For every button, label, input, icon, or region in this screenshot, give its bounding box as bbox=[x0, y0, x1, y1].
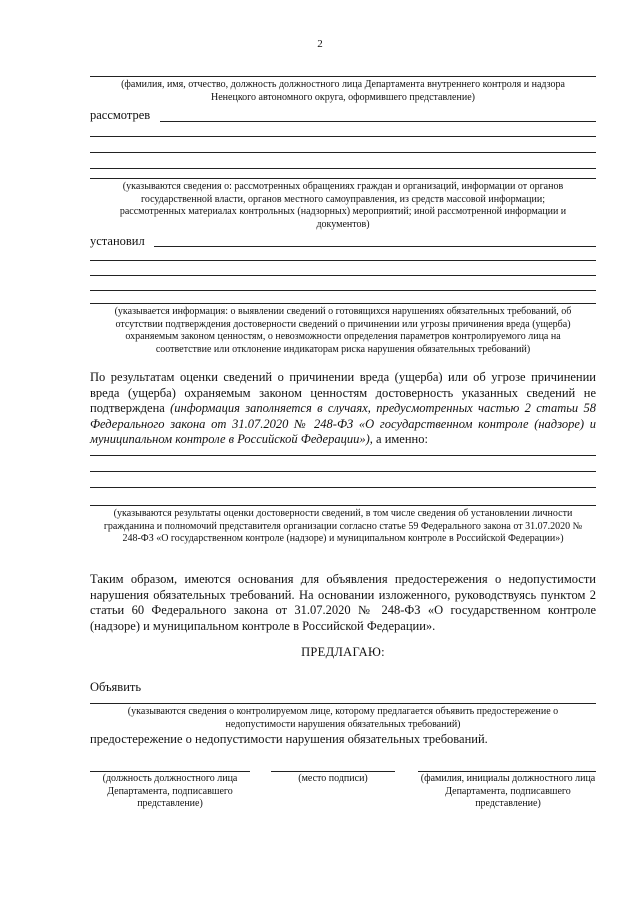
assessment-line-2[interactable] bbox=[90, 471, 596, 472]
page-number: 2 bbox=[317, 38, 323, 50]
established-line-5[interactable] bbox=[90, 303, 596, 304]
signature-position-line[interactable] bbox=[90, 771, 250, 772]
propose-heading: ПРЕДЛАГАЮ: bbox=[301, 645, 385, 659]
signature-place-caption: (место подписи) bbox=[298, 773, 368, 784]
signature-place-line[interactable] bbox=[271, 771, 395, 772]
assessment-line-3[interactable] bbox=[90, 487, 596, 488]
assessment-paragraph bbox=[90, 370, 596, 448]
signature-name-caption: (фамилия, инициалы должностного лица Департамента, подписавшего представление) bbox=[420, 773, 596, 809]
established-line-1[interactable] bbox=[154, 246, 596, 247]
warning-line-text: предостережение о недопустимости нарушения обязательных требований. bbox=[90, 732, 488, 746]
reviewed-line-3[interactable] bbox=[90, 152, 596, 153]
reviewed-label: рассмотрев bbox=[90, 108, 151, 122]
reviewed-caption: (указываются сведения о: рассмотренных обращениях граждан и организаций, информации от органов государственной власти, органов местного самоуправления, из средств массовой информации; рассмотренных материалах контрольных (надзорных) мероприятий; иной рассмотренной информации и документов) bbox=[119, 181, 567, 230]
established-line-2[interactable] bbox=[90, 260, 596, 261]
assessment-text-italic: (информация заполняется в случаях, предусмотренных частью 2 статьи 58 Федерального закона от 31.07.2020 № 248-ФЗ «О государственном контроле (надзоре) и муниципальном контроле в Российской Федерации») bbox=[90, 401, 596, 446]
signature-name-line[interactable] bbox=[418, 771, 596, 772]
established-label: установил bbox=[90, 234, 145, 248]
assessment-text-start: По результатам оценки сведений о причинении вреда (ущерба) или об угрозе причинении вреда (ущерба) охраняемым законом ценностям достоверность указанных сведений не подтверждена bbox=[90, 370, 596, 415]
assessment-line-1[interactable] bbox=[90, 455, 596, 456]
grounds-paragraph: Таким образом, имеются основания для объявления предостережения о недопустимости нарушения обязательных требований. На основании изложенного, руководствуясь пунктом 2 статьи 60 Федерального закона от 31.07.2020 № 248-ФЗ «О государственном контроле (надзоре) и муниципальном контроле в Российской Федерации». bbox=[90, 572, 596, 633]
established-line-3[interactable] bbox=[90, 275, 596, 276]
established-caption: (указывается информация: о выявлении сведений о готовящихся нарушениях обязательных требований, об отсутствии подтверждения достоверности сведений о причинении или угрозы причинения вреда (ущерба) охраняемым законом ценностям, о невозможности определения параметров контролируемого лица на соответствие или отклонение индикаторам риска нарушения обязательных требований) bbox=[114, 306, 572, 355]
official-caption: (фамилия, имя, отчество, должность должностного лица Департамента внутреннего контроля и надзора Ненецкого автономного округа, оформившего представление) bbox=[121, 79, 565, 103]
reviewed-line-5[interactable] bbox=[90, 178, 596, 179]
declare-label: Объявить bbox=[90, 680, 142, 694]
signature-position-caption: (должность должностного лица Департамента, подписавшего представление) bbox=[102, 773, 238, 809]
reviewed-line-4[interactable] bbox=[90, 168, 596, 169]
established-line-4[interactable] bbox=[90, 290, 596, 291]
reviewed-line-1[interactable] bbox=[160, 121, 596, 122]
reviewed-line-2[interactable] bbox=[90, 136, 596, 137]
declare-caption: (указываются сведения о контролируемом лице, которому предлагается объявить предостережение о недопустимости нарушения обязательных требований) bbox=[127, 706, 559, 730]
assessment-caption: (указываются результаты оценки достоверности сведений, в том числе сведения об установлении личности гражданина и полномочий представителя организации согласно статье 59 Федерального закона от 31.07.2020 № 248-ФЗ «О государственном контроле (надзоре) и муниципальном контроле в Российской Федерации») bbox=[103, 508, 583, 544]
official-name-line bbox=[90, 76, 596, 77]
assessment-line-4[interactable] bbox=[90, 505, 596, 506]
declare-line[interactable] bbox=[90, 703, 596, 704]
assessment-text-end: , а именно: bbox=[369, 432, 428, 446]
